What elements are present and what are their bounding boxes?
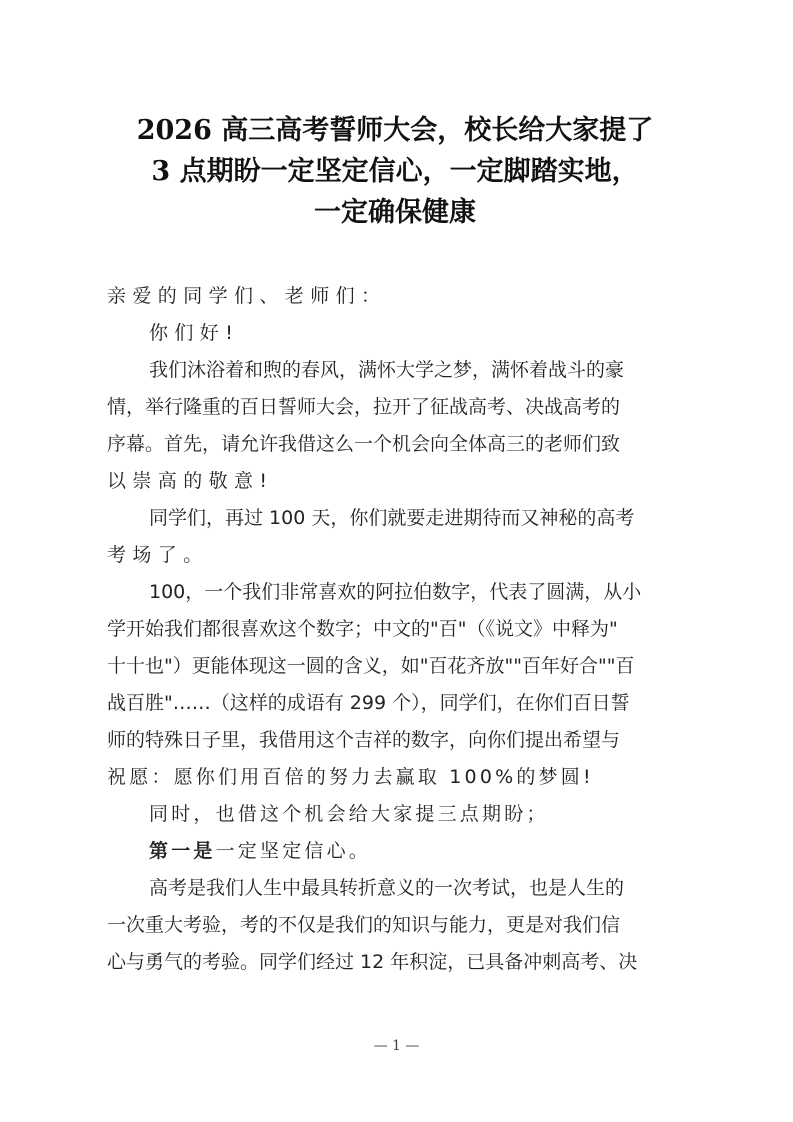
body-line: 100，一个我们非常喜欢的阿拉伯数字，代表了圆满，从小 <box>149 581 642 603</box>
title-line: 3 点期盼一定坚定信心，一定脚踏实地， <box>151 156 639 187</box>
body-line <box>107 833 689 870</box>
body-line: 师的特殊日子里，我借用这个吉祥的数字，向你们提出希望与 <box>107 729 621 751</box>
body-line: 同学们，再过 100 天，你们就要走进期待而又神秘的高考 <box>149 507 635 529</box>
body-line: 高考是我们人生中最具转折意义的一次考试，也是人生的 <box>149 877 625 899</box>
body-line: 学开始我们都很喜欢这个数字；中文的"百"（《说文》中释为" <box>107 618 618 640</box>
body-line: 心与勇气的考验。同学们经过 12 年积淀，已具备冲刺高考、决 <box>107 951 638 973</box>
body-line: 以崇高的敬意! <box>107 470 274 492</box>
body-line: 情，举行隆重的百日誓师大会，拉开了征战高考、决战高考的 <box>107 396 621 418</box>
line-text: 一定坚定信心。 <box>215 840 372 862</box>
page-number: — 1 — <box>373 1038 420 1054</box>
body-line: 战百胜"……（这样的成语有 299 个），同学们，在你们百日誓 <box>107 692 630 714</box>
body-line: 我们沐浴着和煦的春风，满怀大学之梦，满怀着战斗的豪 <box>149 359 625 381</box>
title-line: 一定确保健康 <box>314 197 476 228</box>
body-line: 十十也"）更能体现这一圆的含义，如"百花齐放""百年好合""百 <box>107 655 635 677</box>
title-line: 2026 高三高考誓师大会，校长给大家提了 <box>136 115 654 146</box>
bold-lead-text: 第一是 <box>149 840 216 862</box>
document-body <box>107 278 689 981</box>
body-line: 亲爱的同学们、老师们： <box>107 285 387 307</box>
body-line: 序幕。首先，请允许我借这么一个机会向全体高三的老师们致 <box>107 433 621 455</box>
body-line: 祝愿：愿你们用百倍的努力去赢取 100%的梦圆! <box>107 766 594 788</box>
body-line: 一次重大考验，考的不仅是我们的知识与能力，更是对我们信 <box>107 914 621 936</box>
body-line: 你们好! <box>149 322 240 344</box>
document-title <box>95 110 695 233</box>
body-line: 考场了。 <box>107 544 209 566</box>
body-line: 同时，也借这个机会给大家提三点期盼； <box>149 803 549 825</box>
